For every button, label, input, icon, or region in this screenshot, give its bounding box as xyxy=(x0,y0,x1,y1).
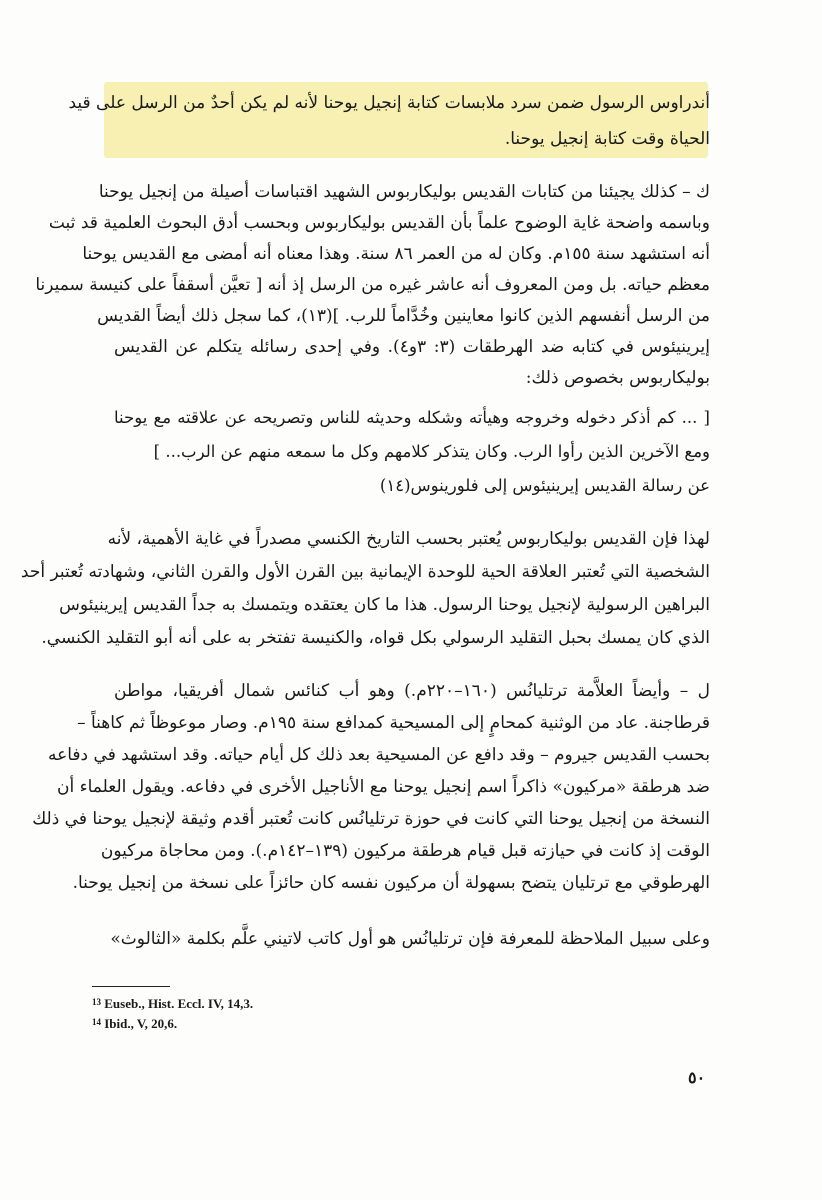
text-line: الشخصية التي تُعتبر العلاقة الحية للوحدة الإيمانية بين القرن الأول والقرن الثاني، وشهادته تُعتبر أحد xyxy=(20,562,710,582)
text-line: بحسب القديس جيروم – وقد دافع عن المسيحية بعد ذلك كل أيام حياته. وقد استشهد في دفاعه xyxy=(47,745,710,765)
text-line: معظم حياته. بل ومن المعروف أنه عاشر غيره من الرسل إذ أنه [ تعيَّن أسقفاً على كنيسة سميرنا xyxy=(35,275,710,295)
text-line: النسخة من إنجيل يوحنا التي كانت في حوزة ترتليانُس كانت تُعتبر أقدم وثيقة لإنجيل يوحنا في ذلك xyxy=(32,809,710,829)
text-line: الذي كان يمسك بحبل التقليد الرسولي بكل قواه، والكنيسة تفتخر به على أنه أبو التقليد الكنسي. xyxy=(41,628,710,648)
footnote-divider xyxy=(92,986,170,987)
text-line: بوليكاربوس بخصوص ذلك: xyxy=(525,368,710,388)
text-line: البراهين الرسولية لإنجيل يوحنا الرسول. هذا ما كان يعتقده ويتمسك به جداً القديس إيرينيئوس xyxy=(59,595,710,615)
page-number: ٥٠ xyxy=(688,1068,706,1087)
text-line: من الرسل أنفسهم الذين كانوا معاينين وخُدَّاماً للرب. ](١٣)، كما سجل ذلك أيضاً القديس xyxy=(97,306,710,326)
text-line: ضد هرطقة «مركيون» ذاكراً اسم إنجيل يوحنا مع الأناجيل الأخرى في دفاعه. ويقول العلماء أن xyxy=(57,777,710,797)
quote-source: عن رسالة القديس إيرينيئوس إلى فلورينوس(١٤) xyxy=(379,476,710,495)
text-line: لهذا فإن القديس بوليكاربوس يُعتبر بحسب التاريخ الكنسي مصدراً في غاية الأهمية، لأنه xyxy=(107,529,710,549)
text-line: ل – وأيضاً العلاَّمة ترتليانُس (١٦٠–٢٢٠م.) وهو أب كنائس شمال أفريقيا، مواطن xyxy=(114,681,710,701)
quote-line: [ ... كم أذكر دخوله وخروجه وهيأته وشكله وحديثه للناس وتصريحه عن علاقته مع يوحنا xyxy=(114,408,710,427)
footnote-text: Ibid., V, 20,6. xyxy=(104,1016,178,1031)
footnote-number: 13 xyxy=(92,997,101,1007)
text-line: الهرطوقي مع ترتليان يتضح بسهولة أن مركيون نفسه كان حائزاً على نسخة من إنجيل يوحنا. xyxy=(72,873,710,893)
text-line: أندراوس الرسول ضمن سرد ملابسات كتابة إنجيل يوحنا لأنه لم يكن أحدٌ من الرسل على قيد xyxy=(68,93,710,113)
text-line: الحياة وقت كتابة إنجيل يوحنا. xyxy=(504,129,710,149)
text-line: الوقت إذ كانت في حيازته قبل قيام هرطقة مركيون (١٣٩–١٤٢م.). ومن محاجاة مركيون xyxy=(100,841,710,861)
text-line: إيرينيئوس في كتابه ضد الهرطقات (٣: ٣و٤). وفي إحدى رسائله يتكلم عن القديس xyxy=(114,337,710,357)
quote-line: ومع الآخرين الذين رأوا الرب. وكان يتذكر كلامهم وكل ما سمعه منهم عن الرب... ] xyxy=(153,442,710,461)
footnote-number: 14 xyxy=(92,1017,101,1027)
text-line: وعلى سبيل الملاحظة للمعرفة فإن ترتليانُس هو أول كاتب لاتيني علَّم بكلمة «الثالوث» xyxy=(110,929,710,949)
text-line: وباسمه واضحة غاية الوضوح علماً بأن القديس بوليكاربوس وبحسب أدق البحوث العلمية قد ثبت xyxy=(48,213,710,233)
footnote-text: Euseb., Hist. Eccl. IV, 14,3. xyxy=(104,996,254,1011)
text-line: قرطاجنة. عاد من الوثنية كمحامٍ إلى المسيحية كمدافع سنة ١٩٥م. وصار موعوظاً ثم كاهناً – xyxy=(77,713,710,733)
text-line: ك – كذلك يجيئنا من كتابات القديس بوليكاربوس الشهيد اقتباسات أصيلة من إنجيل يوحنا xyxy=(98,182,710,202)
footnote xyxy=(92,996,253,1012)
footnote xyxy=(92,1016,177,1032)
text-line: أنه استشهد سنة ١٥٥م. وكان له من العمر ٨٦ سنة. وهذا معناه أنه أمضى مع القديس يوحنا xyxy=(82,244,710,264)
